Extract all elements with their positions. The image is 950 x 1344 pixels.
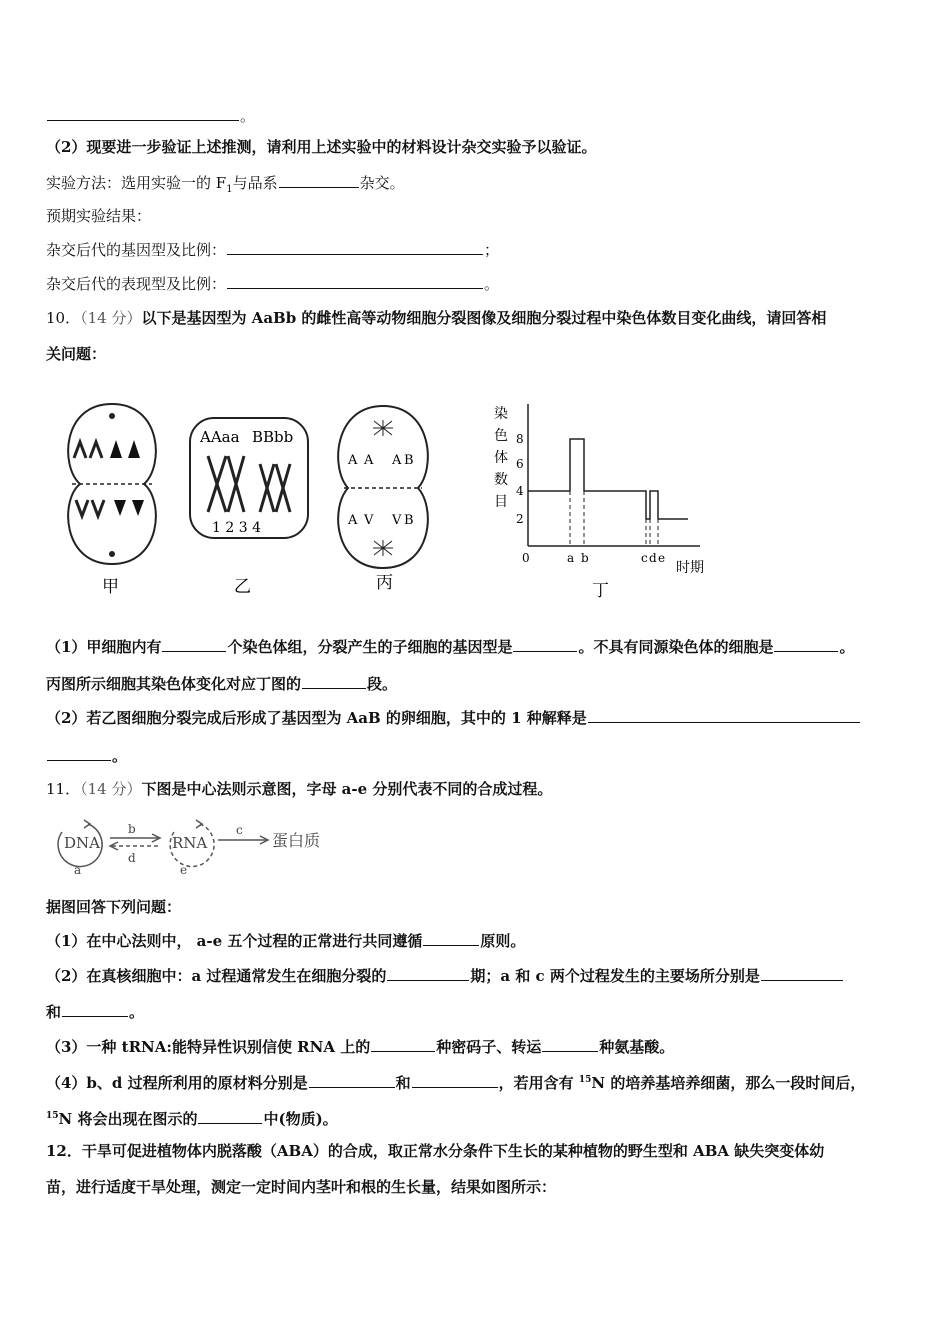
cell-label-bing: 丙 bbox=[376, 573, 393, 593]
bing-bottom-3: V bbox=[392, 513, 402, 528]
ding-xlabel-a: a bbox=[567, 551, 575, 565]
blank[interactable] bbox=[227, 238, 483, 255]
blank[interactable] bbox=[371, 1035, 435, 1052]
dogma-label-a: a bbox=[74, 863, 82, 877]
blank[interactable] bbox=[412, 1071, 498, 1088]
bing-bottom-4: B bbox=[404, 513, 414, 528]
ding-xlabel-d: d bbox=[649, 551, 657, 565]
q11-part1: （1）在中心法则中， a-e 五个过程的正常进行共同遵循 原则。 bbox=[46, 929, 525, 952]
dogma-protein: 蛋白质 bbox=[272, 831, 321, 850]
ding-xlabel-e: e bbox=[658, 551, 666, 565]
blank[interactable] bbox=[423, 929, 479, 946]
q9-method: 实验方法：选用实验一的 $F_1$与品系 杂交。 bbox=[46, 171, 405, 201]
q12-line2: 苗，进行适度干旱处理，测定一定时间内茎叶和根的生长量，结果如图所示： bbox=[46, 1178, 557, 1196]
graph-ding-figure bbox=[484, 398, 720, 602]
blank[interactable] bbox=[227, 272, 483, 289]
bing-top-4: B bbox=[404, 453, 414, 468]
q11-part2-cont: 和 。 bbox=[46, 1000, 144, 1023]
blank[interactable] bbox=[47, 744, 111, 761]
ding-ylabel-2: 色 bbox=[494, 428, 508, 444]
yi-label-right: BBbb bbox=[252, 428, 294, 446]
q11-intro: 据图回答下列问题： bbox=[46, 898, 182, 916]
q10-part2-cont: 。 bbox=[46, 744, 127, 767]
cell-label-jia: 甲 bbox=[102, 577, 119, 596]
q11-heading: 11．（14 分）下图是中心法则示意图，字母 a-e 分别代表不同的合成过程。 bbox=[46, 780, 553, 798]
dogma-dna: DNA bbox=[64, 834, 100, 852]
blank[interactable] bbox=[387, 964, 469, 981]
q9-part2: （2）现要进一步验证上述推测，请利用上述实验中的材料设计杂交实验予以验证。 bbox=[46, 138, 597, 156]
bing-top-3: A bbox=[392, 453, 402, 468]
bing-bottom-1: A bbox=[348, 513, 358, 528]
dogma-rna: RNA bbox=[172, 834, 208, 852]
q9-answer-line-end: 。 bbox=[46, 104, 255, 127]
q10-heading-cont: 关问题： bbox=[46, 345, 107, 363]
dogma-label-e: e bbox=[180, 863, 188, 877]
q11-part4: （4）b、d 过程所利用的原材料分别是 和 ，若用含有 $^{15}$N 的培养基培养细菌，那么一段时间后， bbox=[46, 1069, 865, 1094]
yi-label-left: AAaa bbox=[200, 428, 240, 446]
blank[interactable] bbox=[162, 635, 226, 652]
blank[interactable] bbox=[542, 1035, 598, 1052]
graph-label-ding: 丁 bbox=[592, 581, 609, 601]
ding-ytick-4: 4 bbox=[516, 484, 524, 498]
blank[interactable] bbox=[279, 171, 359, 188]
ding-xlabel-c: c bbox=[641, 551, 648, 565]
dogma-label-c: c bbox=[236, 823, 243, 837]
q10-heading: 10．（14 分）以下是基因型为 AaBb 的雌性高等动物细胞分裂图像及细胞分裂过程中染色体数目变化曲线，请回答相 bbox=[46, 309, 827, 327]
q12-line1: 12．干旱可促进植物体内脱落酸（ABA）的合成，取正常水分条件下生长的某种植物的野生型和 ABA 缺失突变体幼 bbox=[46, 1142, 825, 1160]
blank[interactable] bbox=[588, 706, 860, 723]
q9-phenotype: 杂交后代的表现型及比例： 。 bbox=[46, 272, 499, 295]
q11-part4-cont: $^{15}$N 将会出现在图示的 中(物质)。 bbox=[46, 1105, 338, 1130]
blank[interactable] bbox=[309, 1071, 395, 1088]
ding-ylabel-3: 体 bbox=[494, 450, 508, 466]
ding-ylabel-4: 数 bbox=[494, 472, 508, 488]
ding-ytick-6: 6 bbox=[516, 457, 524, 471]
blank[interactable] bbox=[47, 104, 239, 121]
ding-ytick-2: 2 bbox=[516, 512, 524, 526]
q11-part2: （2）在真核细胞中：a 过程通常发生在细胞分裂的 期；a 和 c 两个过程发生的主要场所分别是 bbox=[46, 964, 844, 987]
blank[interactable] bbox=[761, 964, 843, 981]
q10-part1: （1）甲细胞内有 个染色体组，分裂产生的子细胞的基因型是 。不具有同源染色体的细胞是 。 bbox=[46, 635, 855, 658]
ding-xlabel-b: b bbox=[581, 551, 589, 565]
yi-numbers: 1 2 3 4 bbox=[212, 520, 261, 536]
cell-label-yi: 乙 bbox=[234, 577, 251, 596]
ding-ylabel-5: 目 bbox=[494, 494, 508, 510]
cell-yi-figure bbox=[186, 408, 316, 596]
ding-ytick-8: 8 bbox=[516, 432, 524, 446]
ding-origin: 0 bbox=[522, 551, 530, 565]
q9-genotype: 杂交后代的基因型及比例： ； bbox=[46, 238, 499, 261]
dogma-label-d: d bbox=[128, 851, 136, 865]
blank[interactable] bbox=[302, 672, 366, 689]
q11-part3: （3）一种 tRNA:能特异性识别信使 RNA 上的 种密码子、转运 种氨基酸。 bbox=[46, 1035, 674, 1058]
q10-part2: （2）若乙图细胞分裂完成后形成了基因型为 AaB 的卵细胞，其中的 1 种解释是 bbox=[46, 706, 861, 729]
blank[interactable] bbox=[62, 1000, 128, 1017]
ding-ylabel-1: 染 bbox=[494, 406, 508, 422]
ding-xtitle: 时期 bbox=[676, 560, 704, 576]
cell-jia-figure bbox=[52, 396, 172, 596]
bing-top-1: A bbox=[348, 453, 358, 468]
q10-part1-cont: 丙图所示细胞其染色体变化对应丁图的 段。 bbox=[46, 672, 397, 695]
blank[interactable] bbox=[513, 635, 577, 652]
dogma-label-b: b bbox=[128, 822, 136, 836]
bing-top-2: A bbox=[364, 453, 374, 468]
q9-expected: 预期实验结果： bbox=[46, 207, 152, 225]
cell-bing-figure bbox=[326, 398, 440, 596]
bing-bottom-2: V bbox=[364, 513, 374, 528]
blank[interactable] bbox=[774, 635, 838, 652]
central-dogma-figure bbox=[48, 810, 348, 880]
blank[interactable] bbox=[198, 1107, 262, 1124]
